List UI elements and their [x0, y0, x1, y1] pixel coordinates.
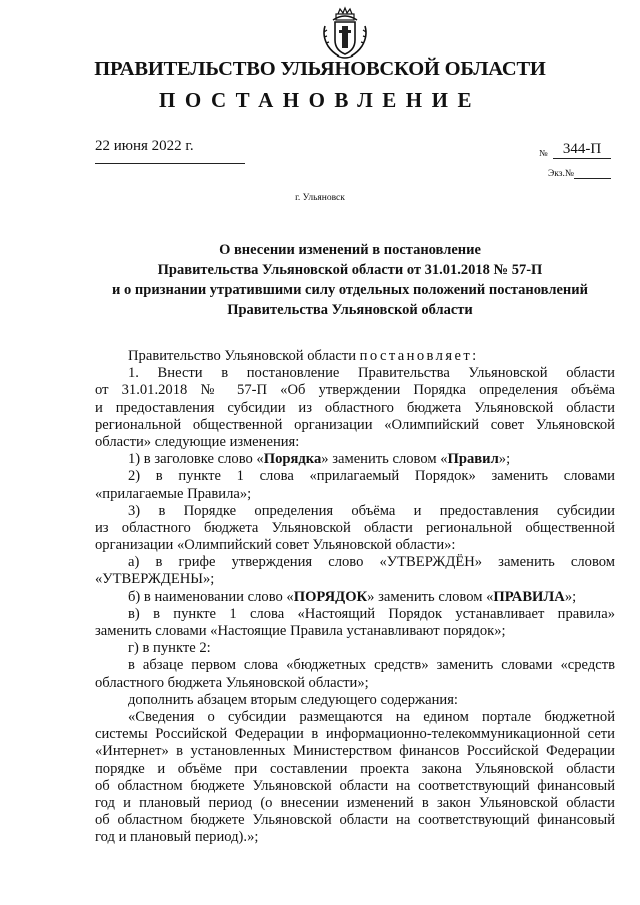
- body-line: об областном бюджете Ульяновской области на соответствующий финансовый: [95, 812, 615, 829]
- document-title: [60, 240, 640, 320]
- body-line: 3) в Порядке определения объёма и предоставления субсидии: [128, 502, 615, 519]
- bold-term: Правил: [447, 451, 499, 468]
- document-date: 22 июня 2022 г.: [95, 138, 194, 154]
- body-line: системы Российской Федерации в информационно-телекоммуникационной сети: [95, 726, 615, 743]
- city-label: г. Ульяновск: [295, 193, 345, 203]
- preamble-verb: постановляет:: [359, 348, 479, 364]
- document-number: 344-П: [553, 140, 611, 159]
- body-line: заменить словами «Настоящие Правила устанавливают порядок»;: [95, 623, 506, 639]
- title-line: и о признании утратившими силу отдельных положений постановлений: [112, 282, 588, 298]
- body-line: от 31.01.2018 № 57-П «Об утверждении Порядка определения объёма: [95, 382, 615, 399]
- text-segment: » заменить словом «: [321, 451, 448, 468]
- body-line: [95, 451, 615, 468]
- text-segment: б) в наименовании слово «: [128, 588, 294, 605]
- text-segment: 1) в заголовке слово «: [128, 451, 264, 468]
- copy-number-label: Экз.№: [548, 169, 574, 179]
- body-line: областного бюджета Ульяновской области»;: [95, 674, 369, 691]
- document-body: [95, 348, 615, 846]
- preamble-text: Правительство Ульяновской области: [128, 348, 357, 364]
- body-line: а) в грифе утверждения слово «УТВЕРЖДЁН» заменить словом: [128, 554, 615, 571]
- text-segment: » заменить словом «: [367, 588, 494, 605]
- body-line: 2) в пункте 1 слова «прилагаемый Порядок» заменить словами: [128, 468, 615, 485]
- document-type-heading: ПОСТАНОВЛЕНИЕ: [159, 88, 481, 112]
- title-line: Правительства Ульяновской области от 31.01.2018 № 57-П: [157, 262, 543, 278]
- body-line: из областного бюджета Ульяновской области региональной общественной: [95, 519, 615, 536]
- body-line: год и плановый период).»;: [95, 829, 259, 846]
- body-line: [95, 348, 615, 365]
- body-line: «прилагаемые Правила»;: [95, 485, 252, 502]
- body-line: дополнить абзацем вторым следующего содержания:: [128, 691, 458, 708]
- body-line: об областном бюджете Ульяновской области на соответствующий финансовый: [95, 777, 615, 794]
- body-line: и предоставления субсидии из областного бюджета Ульяновской области: [95, 399, 615, 416]
- text-segment: »;: [498, 451, 511, 468]
- body-line: г) в пункте 2:: [128, 640, 211, 657]
- body-line: «Сведения о субсидии размещаются на едином портале бюджетной: [128, 708, 615, 725]
- body-line: порядке и объёме при составлении проекта закона Ульяновской области: [95, 760, 615, 777]
- number-label: №: [539, 148, 548, 158]
- bold-term: ПРАВИЛА: [493, 588, 565, 605]
- body-line: год и плановый период (о внесении изменений в закон Ульяновской области: [95, 794, 615, 811]
- bold-term: Порядка: [263, 451, 322, 468]
- date-underline: [95, 163, 245, 164]
- body-line: в) в пункте 1 слова «Настоящий Порядок устанавливает правила»: [128, 605, 615, 622]
- coat-of-arms-emblem: [319, 6, 371, 60]
- body-line: «УТВЕРЖДЕНЫ»;: [95, 571, 215, 588]
- organization-title: ПРАВИТЕЛЬСТВО УЛЬЯНОВСКОЙ ОБЛАСТИ: [94, 58, 546, 80]
- text-segment: »;: [564, 588, 577, 605]
- title-line: О внесении изменений в постановление: [219, 242, 481, 258]
- body-line: 1. Внести в постановление Правительства Ульяновской области: [128, 365, 615, 382]
- body-line: региональной общественной организации «Олимпийский совет Ульяновской: [95, 416, 615, 433]
- body-line: в абзаце первом слова «бюджетных средств» заменить словами «средств: [128, 657, 615, 674]
- body-line: области» следующие изменения:: [95, 433, 300, 450]
- body-line: [95, 589, 615, 606]
- body-line: «Интернет» в установленных Министерством финансов Российской Федерации: [95, 743, 615, 760]
- copy-number-blank: [574, 178, 611, 179]
- body-line: организации «Олимпийский совет Ульяновской области»:: [95, 537, 456, 554]
- bold-term: ПОРЯДОК: [293, 588, 368, 605]
- title-line: Правительства Ульяновской области: [227, 302, 473, 318]
